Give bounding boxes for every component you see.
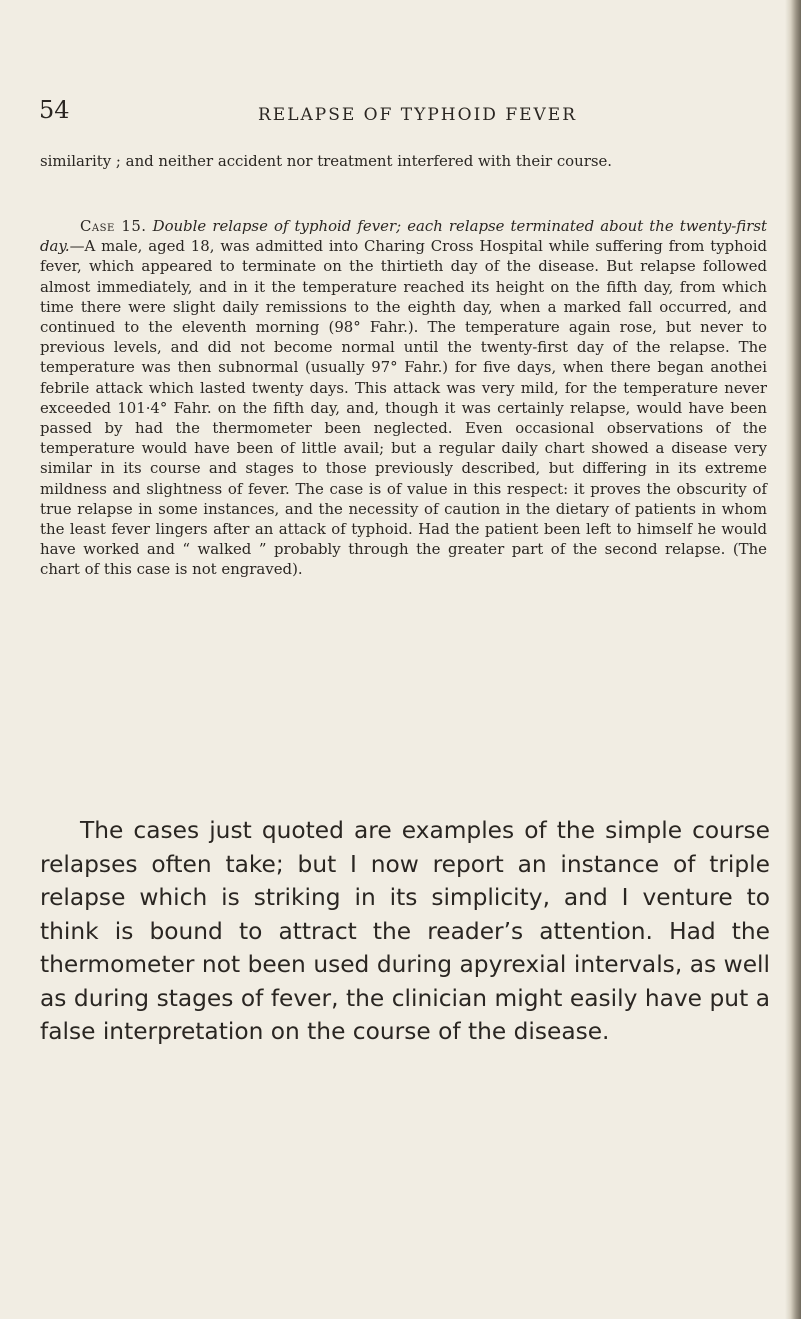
page-gutter-edge bbox=[785, 0, 801, 1319]
case-title: Double relapse of typhoid fever; each relapse terminated about the twenty-first day. bbox=[40, 217, 767, 256]
page-number: 54 bbox=[39, 96, 70, 124]
continued-paragraph: similarity ; and neither accident nor treatment interfered with their course. bbox=[40, 152, 613, 170]
commentary-paragraph: The cases just quoted are examples of the simple course relapses often take; but I now report an instance of triple relapse which is striking in its simplicity, and I venture to think is bound to attract the reader’s attention. Had the thermometer not been used during apyrexial intervals, as well as during stages of fever, the clinician might easily have put a false interpretation on the course of the disease. bbox=[40, 817, 770, 1045]
running-title: RELAPSE OF TYPHOID FEVER bbox=[258, 105, 578, 125]
case-body: —A male, aged 18, was admitted into Charing Cross Hospital while suffering from typhoid fever, which appeared to terminate on the thirtieth day of the disease. But relapse followed almost immediately, and in it the temperature reached its height on the fifth day, from which time there were slight daily remissions to the eighth day, when a marked fall occurred, and continued to the eleventh morning (98° Fahr.). The temperature again rose, but never to previous levels, and did not become normal until the twenty-first day of the relapse. The temperature was then subnormal (usually 97° Fahr.) for five days, when there began anothei febrile attack which lasted twenty days. This attack was very mild, for the temperature never exceeded 101·4° Fahr. on the fifth day, and, though it was certainly relapse, would have been passed by had the thermometer been neglected. Even occasional observations of the temperature would have been of little avail; but a regular daily chart showed a disease very similar in its course and stages to those previously described, but differing in its extreme mildness and slightness of fever. The case is of value in this respect: it proves the obscurity of true relapse in some instances, and the necessity of caution in the dietary of patients in whom the least fever lingers after an attack of typhoid. Had the patient been left to himself he would have worked and “ walked ” probably through the greater part of the second relapse. (The chart of this case is not engraved). bbox=[40, 237, 767, 579]
case-15-paragraph bbox=[40, 216, 767, 580]
case-label: Case 15. bbox=[80, 217, 147, 235]
running-header bbox=[0, 96, 801, 136]
